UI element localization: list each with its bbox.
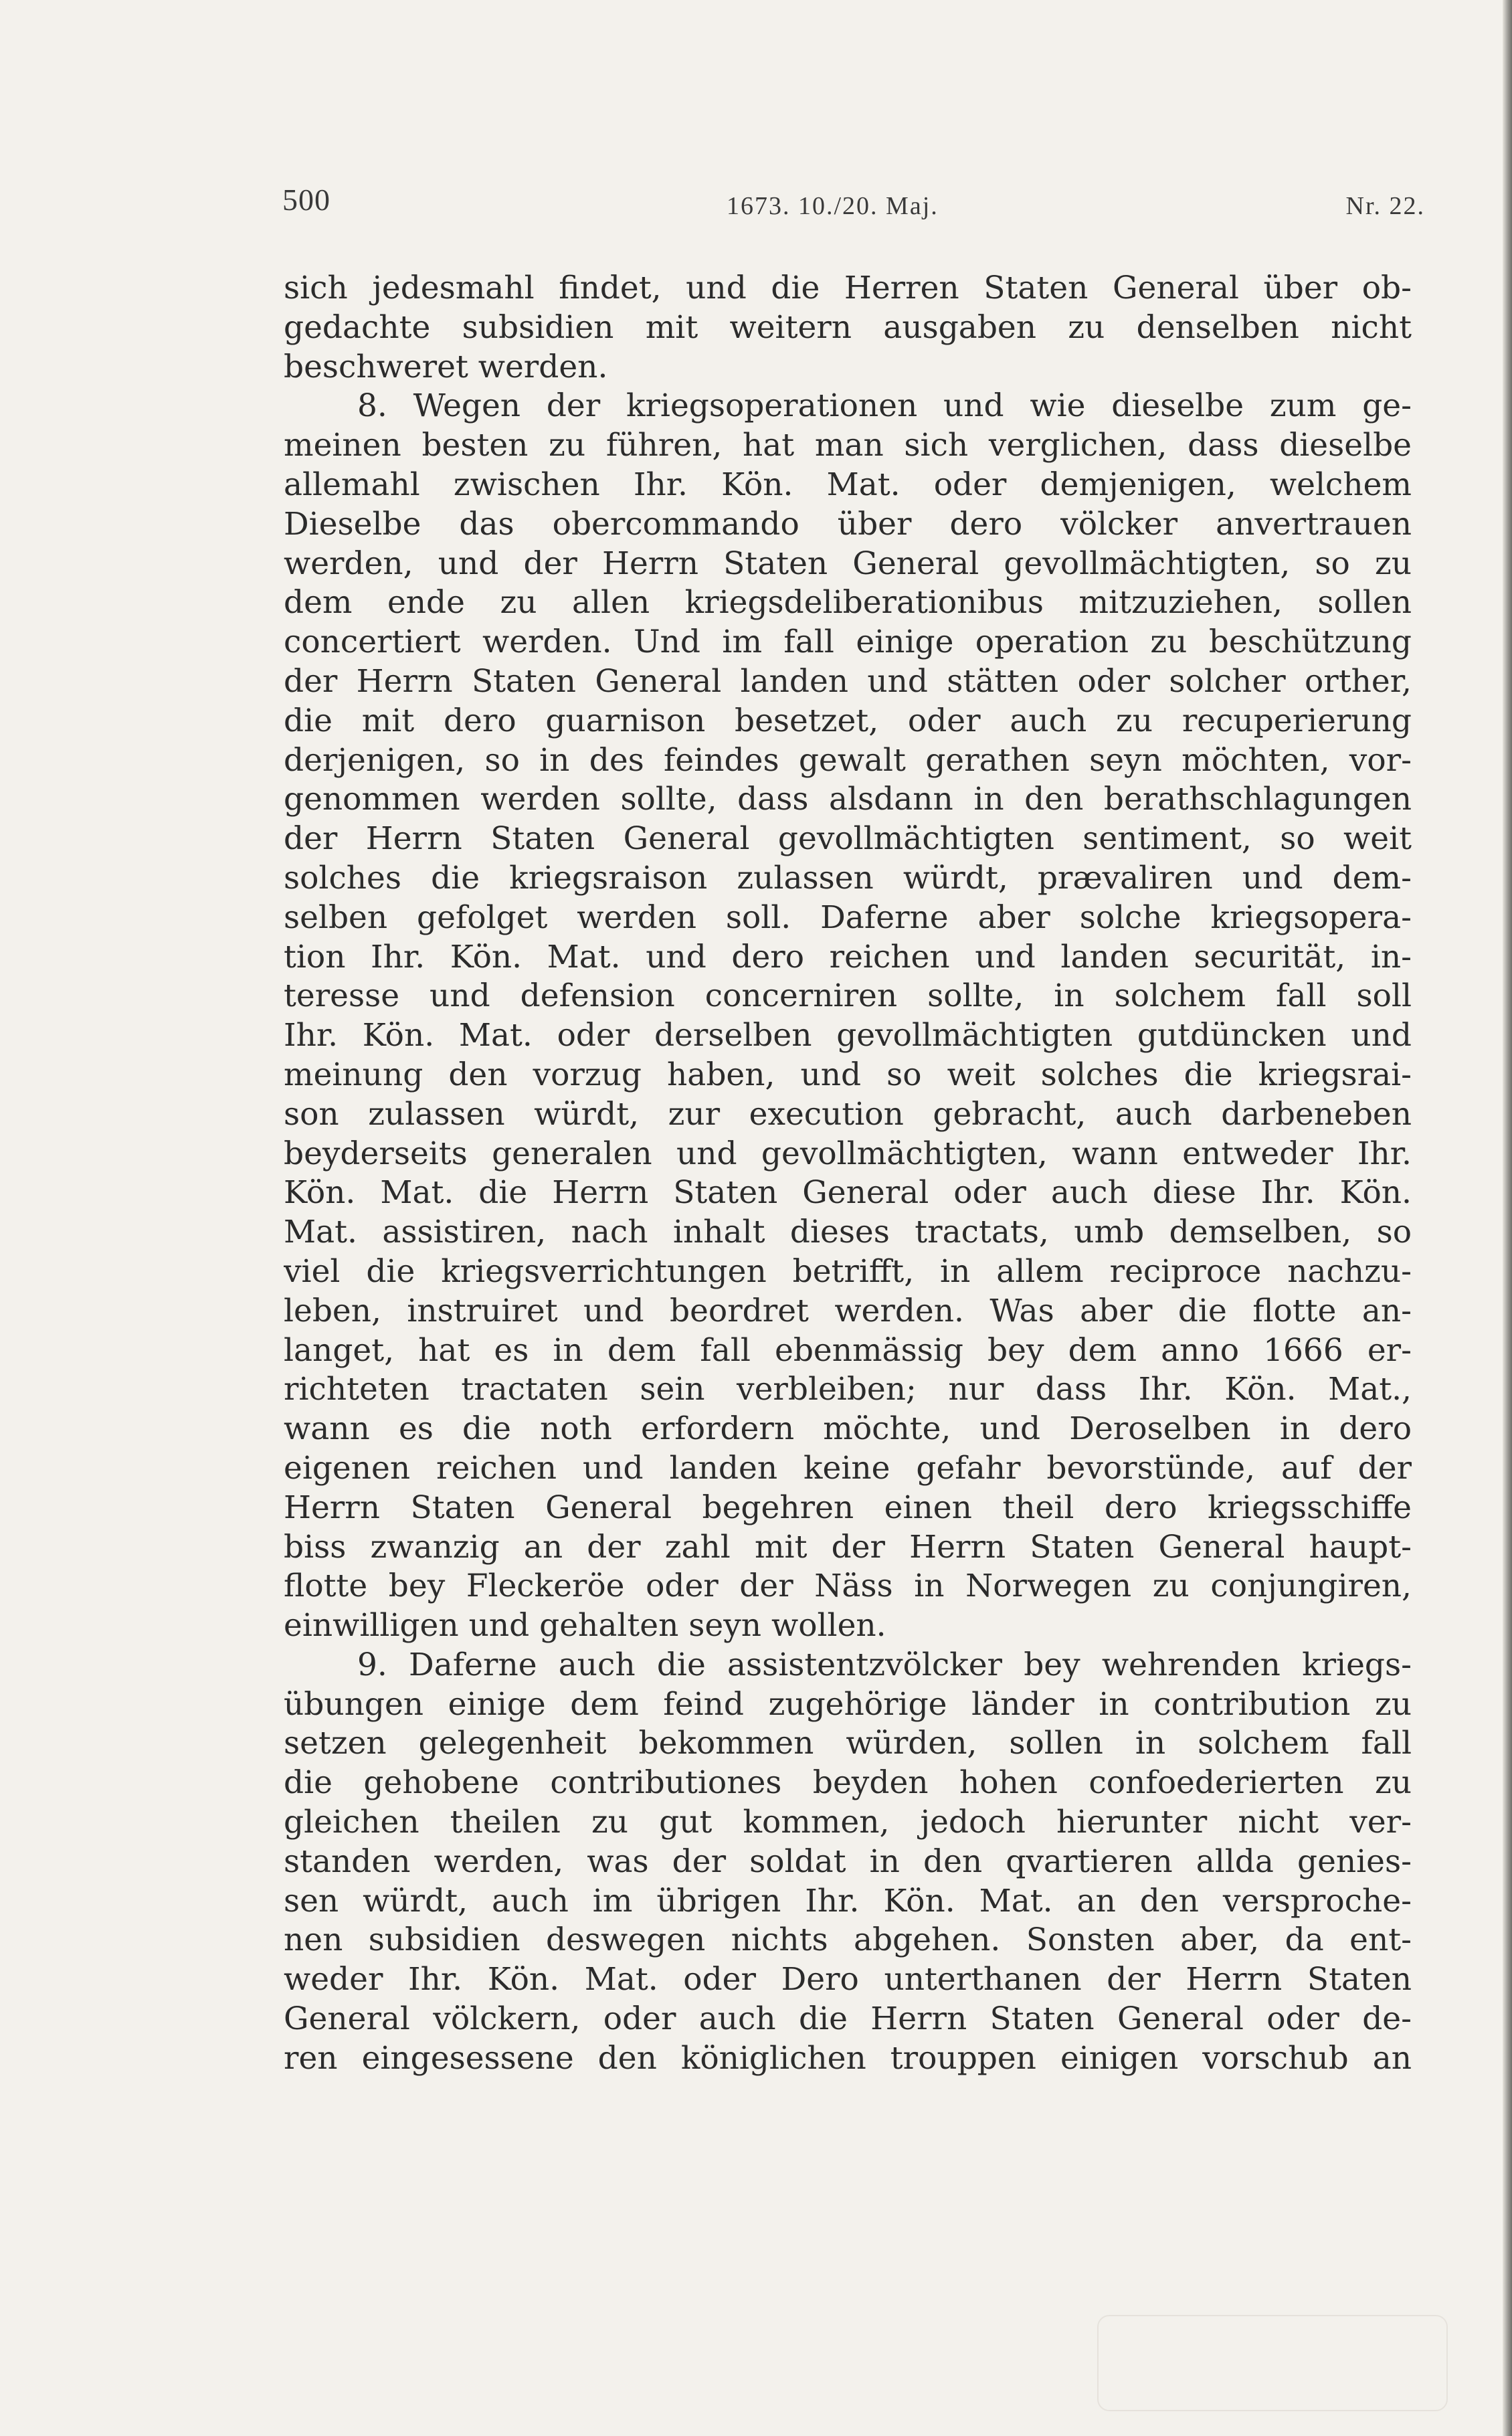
text-line: Dieselbe das obercommando über dero völcker anvertrauen — [284, 505, 1412, 543]
text-line: übungen einige dem feind zugehörige länder in contribution zu — [284, 1685, 1412, 1723]
text-line: standen werden, was der soldat in den qvartieren allda genies- — [284, 1843, 1412, 1880]
text-line: sen würdt, auch im übrigen Ihr. Kön. Mat. an den versproche- — [284, 1882, 1412, 1919]
text-line: concertiert werden. Und im fall einige operation zu beschützung — [284, 624, 1412, 661]
text-line: son zulassen würdt, zur execution gebracht, auch darbeneben — [284, 1095, 1412, 1133]
text-line: einwilligen und gehalten seyn wollen. — [284, 1607, 886, 1645]
text-line: dem ende zu allen kriegsdeliberationibus mitzuziehen, sollen — [284, 584, 1412, 622]
text-line: werden, und der Herrn Staten General gevollmächtigten, so zu — [284, 545, 1412, 582]
text-line: beschweret werden. — [284, 348, 608, 385]
scan-artifact — [1097, 2315, 1448, 2411]
text-line: weder Ihr. Kön. Mat. oder Dero unterthanen der Herrn Staten — [284, 1961, 1412, 1998]
text-line: genommen werden sollte, dass alsdann in den berathschlagungen — [284, 781, 1412, 818]
text-line: 9. Daferne auch die assistentzvölcker bey wehrenden kriegs- — [357, 1646, 1412, 1683]
text-line: nen subsidien deswegen nichts abgehen. Sonsten aber, da ent- — [284, 1922, 1412, 1959]
text-line: der Herrn Staten General gevollmächtigten sentiment, so weit — [284, 820, 1412, 858]
text-line: teresse und defension concerniren sollte, in solchem fall soll — [284, 977, 1412, 1015]
text-line: Kön. Mat. die Herrn Staten General oder auch diese Ihr. Kön. — [284, 1174, 1412, 1212]
text-line: setzen gelegenheit bekommen würden, sollen in solchem fall — [284, 1725, 1412, 1762]
body-text — [284, 269, 1412, 2079]
text-line: viel die kriegsverrichtungen betrifft, in allem reciproce nachzu- — [284, 1252, 1412, 1290]
text-line: leben, instruiret und beordret werden. Was aber die flotte an- — [284, 1292, 1412, 1329]
text-line: eigenen reichen und landen keine gefahr bevorstünde, auf der — [284, 1449, 1412, 1487]
text-line: Herrn Staten General begehren einen theil dero kriegsschiffe — [284, 1489, 1412, 1526]
text-line: gedachte subsidien mit weitern ausgaben zu denselben nicht — [284, 308, 1412, 346]
text-line: beyderseits generalen und gevollmächtigten, wann entweder Ihr. — [284, 1135, 1412, 1172]
text-line: meinen besten zu führen, hat man sich verglichen, dass dieselbe — [284, 427, 1412, 464]
text-line: die gehobene contributiones beyden hohen confoederierten zu — [284, 1764, 1412, 1802]
page-header — [282, 177, 1425, 230]
text-line: derjenigen, so in des feindes gewalt gerathen seyn möchten, vor- — [284, 741, 1412, 779]
text-line: die mit dero guarnison besetzet, oder auch zu recuperierung — [284, 702, 1412, 739]
text-line: flotte bey Fleckeröe oder der Näss in Norwegen zu conjungiren, — [284, 1568, 1412, 1605]
text-line: der Herrn Staten General landen und stätten oder solcher orther, — [284, 662, 1412, 700]
text-line: Mat. assistiren, nach inhalt dieses tractats, umb demselben, so — [284, 1214, 1412, 1251]
text-line: richteten tractaten sein verbleiben; nur dass Ihr. Kön. Mat., — [284, 1371, 1412, 1408]
document-date: 1673. 10./20. Maj. — [727, 192, 939, 220]
document-number: Nr. 22. — [1345, 192, 1425, 220]
text-line: ren eingesessene den königlichen trouppen einigen vorschub an — [284, 2039, 1412, 2077]
text-line: gleichen theilen zu gut kommen, jedoch hierunter nicht ver- — [284, 1804, 1412, 1841]
text-line: langet, hat es in dem fall ebenmässig bey dem anno 1666 er- — [284, 1331, 1412, 1369]
page-edge — [1503, 0, 1512, 2436]
text-line: allemahl zwischen Ihr. Kön. Mat. oder demjenigen, welchem — [284, 466, 1412, 503]
text-line: 8. Wegen der kriegsoperationen und wie dieselbe zum ge- — [357, 387, 1412, 425]
text-line: sich jedesmahl findet, und die Herren Staten General über ob- — [284, 270, 1412, 306]
page-number: 500 — [282, 183, 330, 217]
text-line: biss zwanzig an der zahl mit der Herrn Staten General haupt- — [284, 1528, 1412, 1566]
text-line: wann es die noth erfordern möchte, und Deroselben in dero — [284, 1410, 1412, 1448]
text-line: meinung den vorzug haben, und so weit solches die kriegsrai- — [284, 1056, 1412, 1093]
text-line: selben gefolget werden soll. Daferne aber solche kriegsopera- — [284, 899, 1412, 936]
text-line: Ihr. Kön. Mat. oder derselben gevollmächtigten gutdüncken und — [284, 1017, 1412, 1054]
text-line: solches die kriegsraison zulassen würdt, prævaliren und dem- — [284, 859, 1412, 897]
text-line: tion Ihr. Kön. Mat. und dero reichen und landen securität, in- — [284, 938, 1412, 975]
text-line: General völckern, oder auch die Herrn Staten General oder de- — [284, 2000, 1412, 2038]
